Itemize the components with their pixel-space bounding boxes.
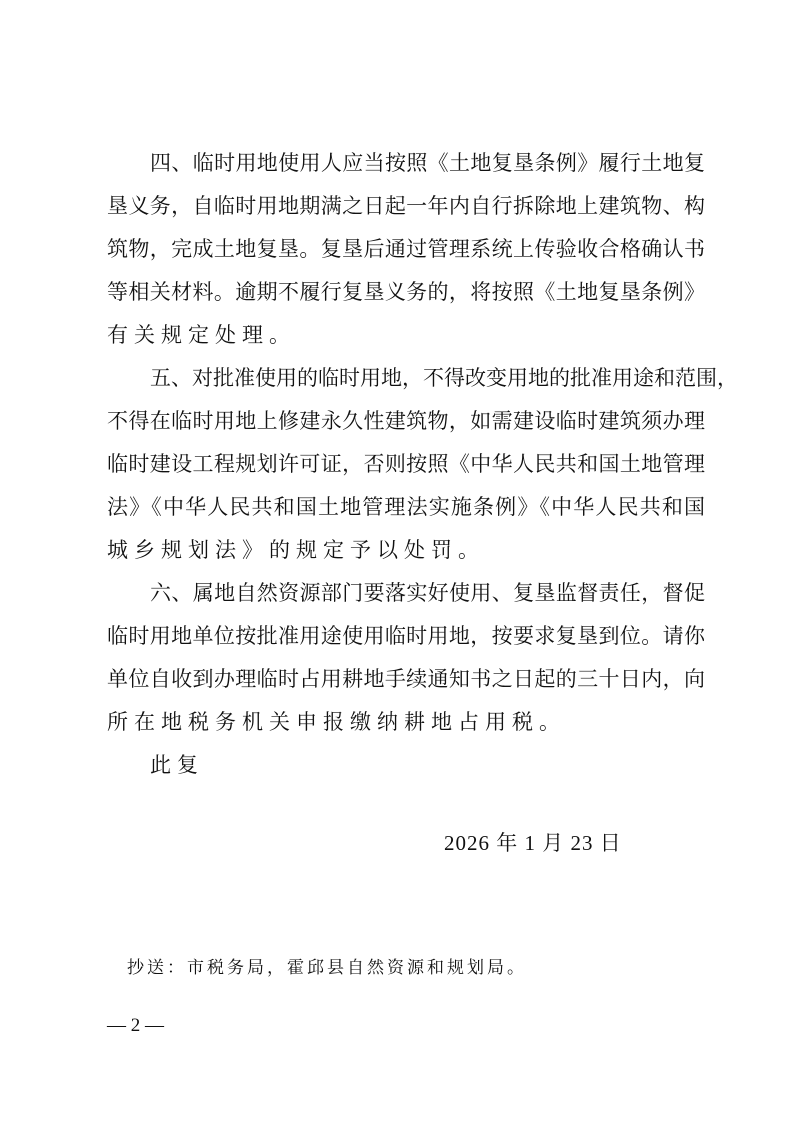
page-number: — 2 —	[107, 1015, 164, 1036]
document-date: 2026 年 1 月 23 日	[444, 831, 622, 855]
text-line: 法》《中华人民共和国土地管理法实施条例》《中华人民共和国	[107, 495, 705, 519]
text-line: 垦义务，自临时用地期满之日起一年内自行拆除地上建筑物、构	[107, 194, 705, 218]
text-line: 所在地税务机关申报缴纳耕地占用税。	[107, 710, 566, 734]
text-line: 不得在临时用地上修建永久性建筑物，如需建设临时建筑须办理	[107, 409, 705, 433]
text-line: 临时用地单位按批准用途使用临时用地，按要求复垦到位。请你	[107, 624, 705, 648]
cc-recipients: 抄送：市税务局，霍邱县自然资源和规划局。	[127, 958, 527, 978]
paragraph	[107, 357, 738, 572]
paragraph	[107, 572, 705, 744]
paragraph	[107, 142, 705, 357]
body-text	[107, 142, 738, 787]
text-line: 五、对批准使用的临时用地，不得改变用地的批准用途和范围，	[150, 366, 738, 390]
text-line: 六、属地自然资源部门要落实好使用、复垦监督责任，督促	[150, 581, 705, 605]
text-line: 等相关材料。逾期不履行复垦义务的，将按照《土地复垦条例》	[107, 280, 705, 304]
text-line: 筑物，完成土地复垦。复垦后通过管理系统上传验收合格确认书	[107, 237, 705, 261]
text-line: 四、临时用地使用人应当按照《土地复垦条例》履行土地复	[150, 151, 705, 175]
text-line: 有关规定处理。	[107, 323, 296, 347]
paragraph	[107, 744, 705, 787]
text-line: 临时建设工程规划许可证，否则按照《中华人民共和国土地管理	[107, 452, 705, 476]
text-line: 城乡规划法》的规定予以处罚。	[107, 538, 485, 562]
text-line: 此复	[150, 753, 204, 777]
text-line: 单位自收到办理临时占用耕地手续通知书之日起的三十日内，向	[107, 667, 705, 691]
